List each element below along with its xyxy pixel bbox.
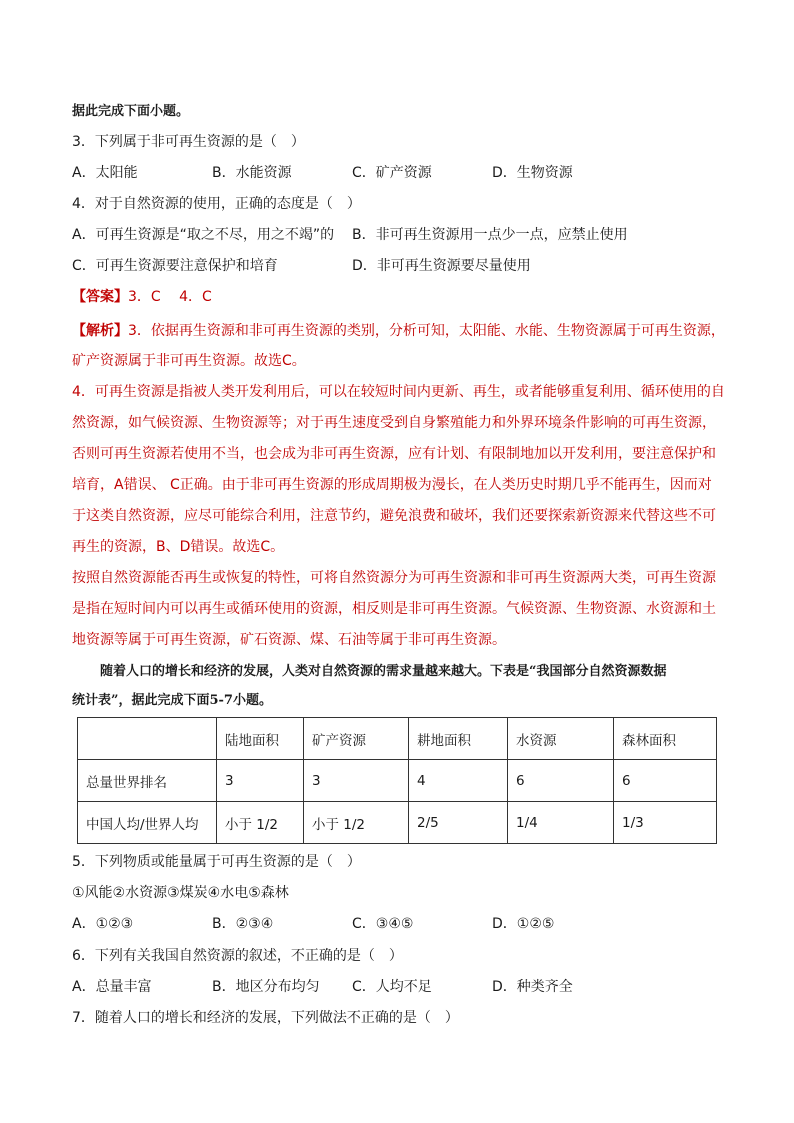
analysis-line: 否则可再生资源若使用不当，也会成为非可再生资源，应有计划、有限制地加以开发利用，要注意保护和 xyxy=(72,446,716,462)
analysis-line: 然资源，如气候资源、生物资源等；对于再生速度受到自身繁殖能力和外界环境条件影响的可再生资源， xyxy=(72,415,716,431)
table-cell: 6 xyxy=(614,760,717,802)
analysis-line: 再生的资源，B、D错误。故选C。 xyxy=(72,539,285,555)
table-cell: 森林面积 xyxy=(614,718,717,760)
question-5: 5．下列物质或能量属于可再生资源的是（ ） xyxy=(72,854,361,870)
analysis-line: 矿产资源属于非可再生资源。故选C。 xyxy=(72,353,306,369)
table-cell xyxy=(78,718,217,760)
table-cell: 3 xyxy=(304,760,409,802)
table-cell: 水资源 xyxy=(508,718,614,760)
analysis-line: 于这类自然资源，应尽可能综合利用，注意节约，避免浪费和破坏，我们还要探索新资源来代替这些不可 xyxy=(72,508,716,524)
option-b: B．非可再生资源用一点少一点，应禁止使用 xyxy=(352,227,628,243)
note-line: 是指在短时间内可以再生或循环使用的资源，相反则是非可再生资源。气候资源、生物资源、水资源和土 xyxy=(72,601,716,617)
table-cell: 6 xyxy=(508,760,614,802)
table-cell: 2/5 xyxy=(409,802,508,844)
analysis-line xyxy=(72,321,725,341)
answer-text: 3．C 4．C xyxy=(128,289,212,305)
option-a: A．①②③ xyxy=(72,916,134,932)
analysis-line: 4．可再生资源是指被人类开发利用后，可以在较短时间内更新、再生，或者能够重复利用、循环使用的自 xyxy=(72,384,725,400)
intro-line: 统计表”，据此完成下面5-7小题。 xyxy=(72,693,272,708)
analysis-label: 【解析】 xyxy=(72,323,128,339)
table-cell: 1/3 xyxy=(614,802,717,844)
option-d: D．非可再生资源要尽量使用 xyxy=(352,258,531,274)
table-cell: 总量世界排名 xyxy=(78,760,217,802)
table-cell: 中国人均/世界人均 xyxy=(78,802,217,844)
option-c: C．人均不足 xyxy=(352,979,432,995)
table-cell: 3 xyxy=(217,760,304,802)
option-c: C．③④⑤ xyxy=(352,916,414,932)
option-c: C．可再生资源要注意保护和培育 xyxy=(72,258,278,274)
resource-statistics-table xyxy=(77,717,717,844)
table-cell: 小于 1/2 xyxy=(217,802,304,844)
table-header-row xyxy=(78,718,717,760)
option-a: A．可再生资源是“取之不尽，用之不竭”的 xyxy=(72,227,335,243)
intro-line: 随着人口的增长和经济的发展，人类对自然资源的需求量越来越大。下表是“我国部分自然资源数据 xyxy=(100,664,667,679)
note-line: 地资源等属于可再生资源，矿石资源、煤、石油等属于非可再生资源。 xyxy=(72,632,506,648)
option-c: C．矿产资源 xyxy=(352,165,432,181)
option-a: A．太阳能 xyxy=(72,165,138,181)
option-d: D．①②⑤ xyxy=(492,916,555,932)
table-row xyxy=(78,760,717,802)
answer-label: 【答案】 xyxy=(72,289,128,305)
table-cell: 耕地面积 xyxy=(409,718,508,760)
question-6: 6．下列有关我国自然资源的叙述，不正确的是（ ） xyxy=(72,948,403,964)
note-line: 按照自然资源能否再生或恢复的特性，可将自然资源分为可再生资源和非可再生资源两大类，可再生资源 xyxy=(72,570,716,586)
answer-line xyxy=(72,287,212,307)
question-3: 3．下列属于非可再生资源的是（ ） xyxy=(72,134,305,150)
table-cell: 1/4 xyxy=(508,802,614,844)
option-a: A．总量丰富 xyxy=(72,979,152,995)
question-4: 4．对于自然资源的使用，正确的态度是（ ） xyxy=(72,196,361,212)
table-cell: 4 xyxy=(409,760,508,802)
table-cell: 小于 1/2 xyxy=(304,802,409,844)
table-cell: 矿产资源 xyxy=(304,718,409,760)
table-cell: 陆地面积 xyxy=(217,718,304,760)
question-7: 7．随着人口的增长和经济的发展，下列做法不正确的是（ ） xyxy=(72,1010,459,1026)
option-b: B．②③④ xyxy=(212,916,274,932)
option-b: B．地区分布均匀 xyxy=(212,979,320,995)
analysis-line: 培育，A错误、 C正确。由于非可再生资源的形成周期极为漫长，在人类历史时期几乎不能再生，因而对 xyxy=(72,477,712,493)
option-d: D．种类齐全 xyxy=(492,979,573,995)
option-b: B．水能资源 xyxy=(212,165,292,181)
intro-q3-4: 据此完成下面小题。 xyxy=(72,104,190,119)
option-d: D．生物资源 xyxy=(492,165,573,181)
table-row xyxy=(78,802,717,844)
question-5-items: ①风能②水资源③煤炭④水电⑤森林 xyxy=(72,885,289,901)
analysis-text: 3．依据再生资源和非可再生资源的类别，分析可知，太阳能、水能、生物资源属于可再生资源， xyxy=(128,323,725,339)
